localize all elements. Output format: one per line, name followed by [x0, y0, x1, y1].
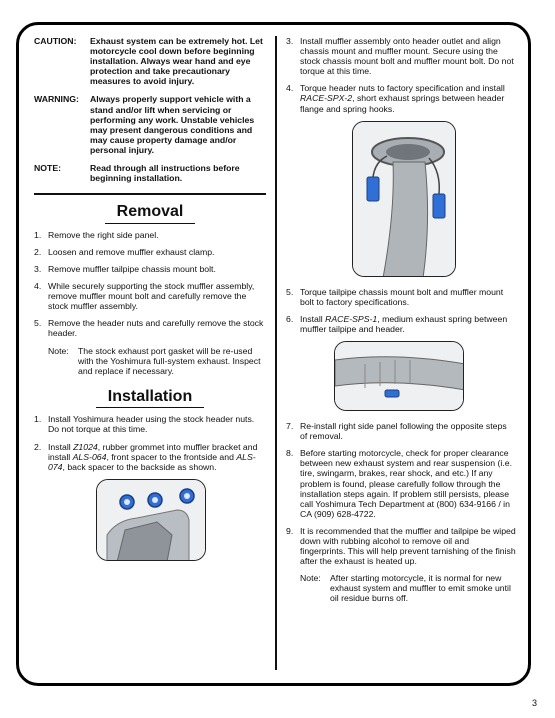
- removal-step-2: 2. Loosen and remove muffler exhaust clamp.: [34, 246, 215, 257]
- install-note: Note: After starting motorcycle, it is normal for new exhaust system and muffler to emit smoke until oil residue burns off.: [300, 573, 511, 604]
- header-springs-illustration: [353, 122, 456, 277]
- section-divider: [34, 193, 266, 195]
- install-step-7: 7. Re-install right side panel following the opposite steps of removal.: [286, 421, 507, 442]
- warning-label: WARNING:: [34, 94, 79, 105]
- installation-heading: Installation: [34, 388, 266, 409]
- note-label: NOTE:: [34, 163, 62, 174]
- caution-notice: [34, 36, 266, 86]
- tailpipe-spring-illustration: [335, 342, 464, 411]
- header-springs-photo: [352, 121, 456, 277]
- install-step-4: 4. Torque header nuts to factory specification and install RACE-SPX-2, short exhaust springs between header flange and spring hooks.: [286, 83, 505, 114]
- warning-text: Always properly support vehicle with a stand and/or lift when servicing or performing any work. Unstable vehicles may present dangerous conditions and may cause property damage and/or personal injury.: [90, 94, 255, 155]
- removal-step-1: 1. Remove the right side panel.: [34, 229, 159, 240]
- muffler-bracket-photo: [96, 479, 206, 561]
- removal-note: Note: The stock exhaust port gasket will be re-used with the Yoshimura full-system exhaust. Inspect and replace if necessary.: [48, 345, 261, 376]
- caution-label: CAUTION:: [34, 36, 77, 46]
- warning-notice: [34, 94, 266, 155]
- page-number: 3: [531, 698, 537, 708]
- removal-step-5: 5. Remove the header nuts and carefully remove the stock header.: [34, 318, 264, 339]
- column-divider: [275, 36, 277, 670]
- removal-heading: Removal: [34, 203, 266, 224]
- removal-step-4: 4. While securely supporting the stock muffler assembly, remove muffler mount bolt and carefully remove the stock muffler assembly.: [34, 281, 255, 312]
- install-step-9: 9. It is recommended that the muffler and tailpipe be wiped down with rubbing alcohol to remove oil and fingerprints. This will help prevent tarnishing of the finish after the exhaust is heated up.: [286, 525, 516, 567]
- removal-step-3: 3. Remove muffler tailpipe chassis mount bolt.: [34, 263, 216, 274]
- install-step-1: 1. Install Yoshimura header using the stock header nuts. Do not torque at this time.: [34, 414, 255, 435]
- right-column: [286, 36, 516, 612]
- install-step-6: 6. Install RACE-SPS-1, medium exhaust spring between muffler tailpipe and header.: [286, 313, 508, 334]
- install-step-3: 3. Install muffler assembly onto header outlet and align chassis mount and muffler mount. Secure using the stock chassis mount bolt and muffler mount bolt. Do not torque at this time.: [286, 36, 514, 77]
- note-notice: [34, 163, 266, 183]
- install-step-8: 8. Before starting motorcycle, check for proper clearance between new exhaust system and rear suspension (i.e. tire, swingarm, brakes, rear shock, and etc.) If any problem is found, please carefully follow through the installation steps again. If problem still persists, please call Yoshimura Tech Department at (800) 634-9166 / in CA (909) 628-4722.: [286, 448, 512, 519]
- left-column: [34, 36, 266, 561]
- tailpipe-spring-photo: [334, 341, 464, 411]
- caution-text: Exhaust system can be extremely hot. Let motorcycle cool down before beginning installation. Always wear hand and eye protection and take precautionary measures to avoid injury.: [90, 36, 263, 87]
- install-step-5: 5. Torque tailpipe chassis mount bolt and muffler mount bolt to factory specifications.: [286, 286, 504, 307]
- bracket-illustration: [97, 480, 206, 561]
- install-step-2: 2. Install Z1024, rubber grommet into muffler bracket and install ALS-064, front spacer to the frontside and ALS-074, back spacer to the backside as shown.: [34, 441, 258, 472]
- note-text: Read through all instructions before beginning installation.: [90, 163, 240, 184]
